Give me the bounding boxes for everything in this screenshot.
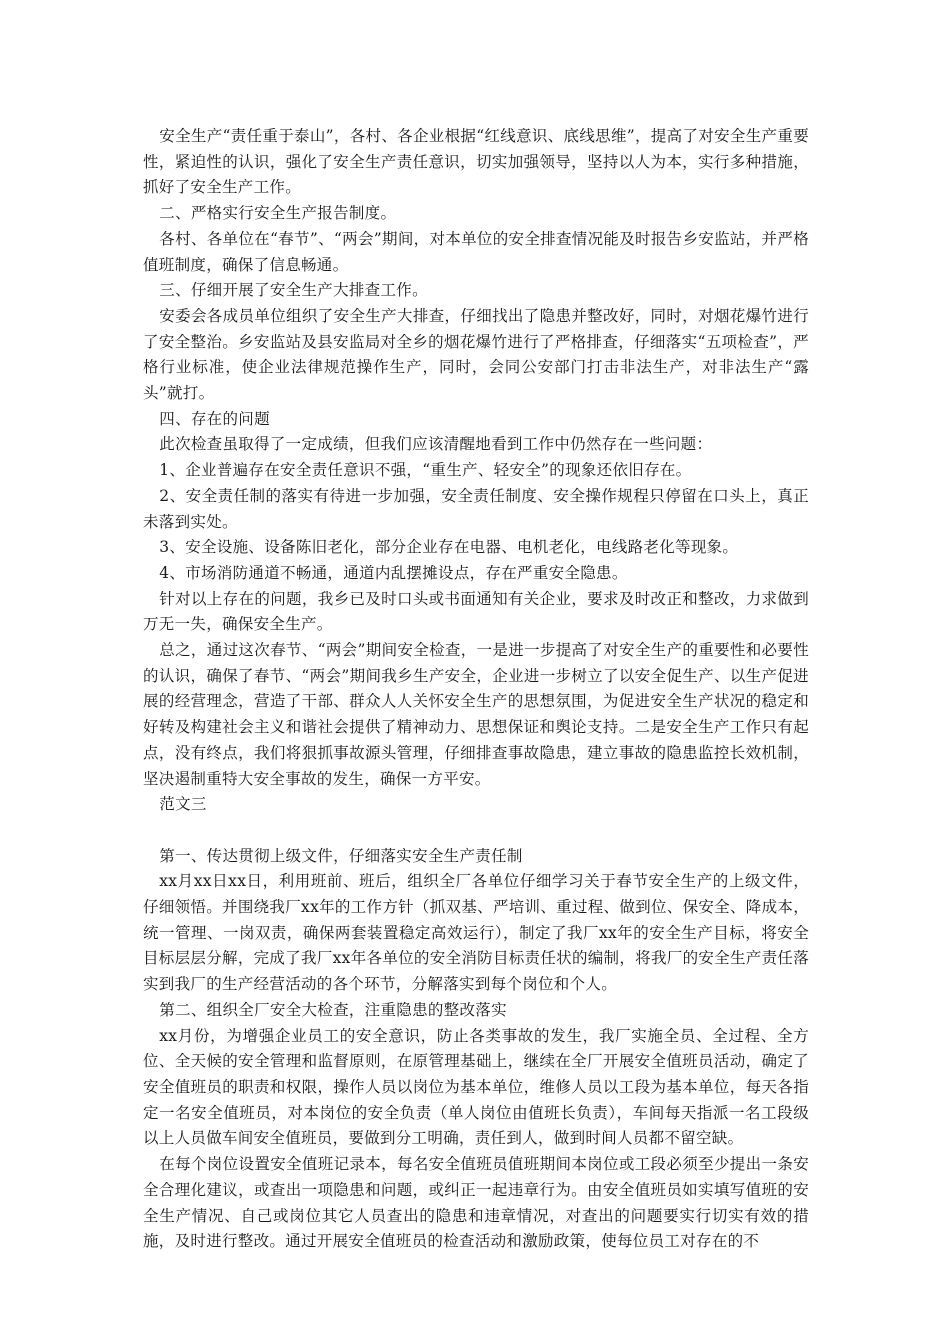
heading-existing-problems: 四、存在的问题	[159, 409, 270, 428]
paragraph-first-section: xx月xx日xx日，利用班前、班后，组织全厂各单位仔细学习关于春节安全生产的上级文件，仔细领悟。并围绕我厂xx年的工作方针（抓双基、严培训、重过程、做到位、保安全、降成本，统一管理、一岗双责，确保两套装置稳定高效运行），制定了我厂xx年的安全生产目标，将安全目标层层分解，完成了我厂xx年各单位的安全消防目标责任状的编制，将我厂的安全生产责任落实到我厂的生产经营活动的各个环节，分解落实到每个岗位和个人。	[143, 872, 809, 994]
paragraph-duty-record: 在每个岗位设置安全值班记录本，每名安全值班员值班期间本岗位或工段必须至少提出一条安全合理化建议，或查出一项隐患和问题，或纠正一起违章行为。由安全值班员如实填写值班的安全生产情况、自己或岗位其它人员查出的隐患和违章情况，对查出的问题要实行切实有效的措施，及时进行整改。通过开展安全值班员的检查活动和激励政策，使每位员工对存在的不	[143, 1155, 809, 1251]
heading-second-section: 第二、组织全厂安全大检查，注重隐患的整改落实	[159, 1000, 507, 1019]
paragraph-inspection-work: 安委会各成员单位组织了安全生产大排查，仔细找出了隐患并整改好，同时，对烟花爆竹进行了安全整治。乡安监站及县安监局对全乡的烟花爆竹进行了严格排查，仔细落实“五项检查”，严格行业标准，使企业法律规范操作生产，同时，会同公安部门打击非法生产，对非法生产“露头”就打。	[143, 306, 809, 403]
list-item-problem-1: 1、企业普遍存在安全责任意识不强，“重生产、轻安全”的现象还依旧存在。	[159, 461, 692, 480]
heading-sample-three: 范文三	[159, 795, 207, 814]
list-item-problem-4: 4、市场消防通道不畅通，通道内乱摆摊设点，存在严重安全隐患。	[159, 563, 628, 582]
list-item-problem-3: 3、安全设施、设备陈旧老化，部分企业存在电器、电机老化，电线路老化等现象。	[159, 538, 739, 557]
paragraph-reporting-system: 各村、各单位在“春节”、“两会”期间，对本单位的安全排查情况能及时报告乡安监站，并严格值班制度，确保了信息畅通。	[143, 229, 809, 274]
heading-inspection-work: 三、仔细开展了安全生产大排查工作。	[159, 281, 428, 300]
heading-reporting-system: 二、严格实行安全生产报告制度。	[159, 204, 397, 223]
document-body	[143, 124, 809, 1255]
blank-line	[143, 818, 809, 844]
paragraph-second-section: xx月份，为增强企业员工的安全意识，防止各类事故的发生，我厂实施全员、全过程、全方位、全天候的安全管理和监督原则，在原管理基础上，继续在全厂开展安全值班员活动，确定了安全值班员的职责和权限，操作人员以岗位为基本单位，维修人员以工段为基本单位，每天各指定一名安全值班员，对本岗位的安全负责（单人岗位由值班长负责），车间每天指派一名工段级以上人员做车间安全值班员，要做到分工明确，责任到人，做到时间人员都不留空缺。	[143, 1026, 809, 1148]
paragraph-problems-intro: 此次检查虽取得了一定成绩，但我们应该清醒地看到工作中仍然存在一些问题：	[159, 435, 713, 454]
list-item-problem-2: 2、安全责任制的落实有待进一步加强，安全责任制度、安全操作规程只停留在口头上，真正未落到实处。	[143, 486, 809, 531]
paragraph-safety-responsibility: 安全生产“责任重于泰山”，各村、各企业根据“红线意识、底线思维”，提高了对安全生产重要性，紧迫性的认识，强化了安全生产责任意识，切实加强领导，坚持以人为本，实行多种措施，抓好了安全生产工作。	[143, 127, 809, 197]
paragraph-conclusion: 总之，通过这次春节、“两会”期间安全检查，一是进一步提高了对安全生产的重要性和必要性的认识，确保了春节、“两会”期间我乡生产安全，企业进一步树立了以安全促生产、以生产促进展的经营理念，营造了干部、群众人人关怀安全生产的思想氛围，为促进安全生产状况的稳定和好转及构建社会主义和谐社会提供了精神动力、思想保证和舆论支持。二是安全生产工作只有起点，没有终点，我们将狠抓事故源头管理，仔细排查事故隐患，建立事故的隐患监控长效机制，坚决遏制重特大安全事故的发生，确保一方平安。	[143, 641, 809, 788]
paragraph-remedy: 针对以上存在的问题，我乡已及时口头或书面通知有关企业，要求及时改正和整改，力求做到万无一失，确保安全生产。	[143, 589, 809, 634]
heading-first-section: 第一、传达贯彻上级文件，仔细落实安全生产责任制	[159, 846, 523, 865]
